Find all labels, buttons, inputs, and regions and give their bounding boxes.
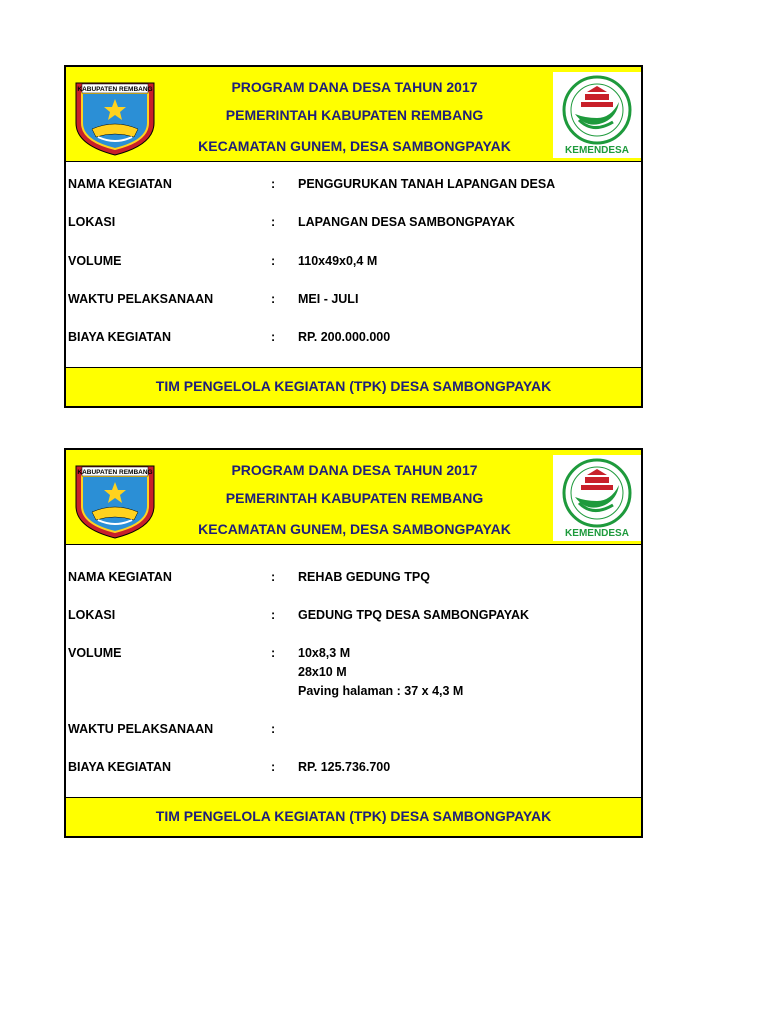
header-titles xyxy=(162,450,547,544)
board-body xyxy=(66,545,641,801)
svg-text:KABUPATEN REMBANG: KABUPATEN REMBANG xyxy=(77,86,153,93)
row-colon: : xyxy=(271,177,276,191)
row-label: NAMA KEGIATAN xyxy=(68,570,172,584)
district-village-title: KECAMATAN GUNEM, DESA SAMBONGPAYAK xyxy=(198,521,511,537)
row-colon: : xyxy=(271,760,276,774)
board-header xyxy=(66,67,641,162)
row-value: 28x10 M xyxy=(298,665,347,679)
row-value: PENGGURUKAN TANAH LAPANGAN DESA xyxy=(298,177,556,191)
row-label: WAKTU PELAKSANAAN xyxy=(68,722,214,736)
row-label: BIAYA KEGIATAN xyxy=(68,760,172,774)
row-colon: : xyxy=(271,570,276,584)
board-footer: TIM PENGELOLA KEGIATAN (TPK) DESA SAMBONGPAYAK xyxy=(66,797,641,836)
row-value: REHAB GEDUNG TPQ xyxy=(298,570,430,584)
row-colon: : xyxy=(271,292,276,306)
row-colon: : xyxy=(271,254,276,268)
svg-text:KABUPATEN REMBANG: KABUPATEN REMBANG xyxy=(77,469,153,476)
program-title: PROGRAM DANA DESA TAHUN 2017 xyxy=(231,79,478,95)
svg-text:KEMENDESA: KEMENDESA xyxy=(565,145,629,156)
board-body xyxy=(66,162,641,371)
row-colon: : xyxy=(271,215,276,229)
row-value: LAPANGAN DESA SAMBONGPAYAK xyxy=(298,215,515,229)
kabupaten-rembang-emblem xyxy=(72,462,158,540)
row-value: RP. 125.736.700 xyxy=(298,760,391,774)
row-colon: : xyxy=(271,646,276,660)
row-value: GEDUNG TPQ DESA SAMBONGPAYAK xyxy=(298,608,530,622)
row-value: 110x49x0,4 M xyxy=(298,254,378,268)
row-label: VOLUME xyxy=(68,254,122,268)
kabupaten-rembang-emblem xyxy=(72,79,158,157)
header-titles xyxy=(162,67,547,161)
row-value: Paving halaman : 37 x 4,3 M xyxy=(298,684,464,698)
row-label: LOKASI xyxy=(68,608,116,622)
kemendesa-logo xyxy=(553,72,641,158)
row-colon: : xyxy=(271,608,276,622)
info-board-1 xyxy=(64,65,643,408)
svg-text:KEMENDESA: KEMENDESA xyxy=(565,528,629,539)
board-footer: TIM PENGELOLA KEGIATAN (TPK) DESA SAMBONGPAYAK xyxy=(66,367,641,406)
row-label: NAMA KEGIATAN xyxy=(68,177,172,191)
row-value: 10x8,3 M xyxy=(298,646,351,660)
district-village-title: KECAMATAN GUNEM, DESA SAMBONGPAYAK xyxy=(198,138,511,154)
government-title: PEMERINTAH KABUPATEN REMBANG xyxy=(225,490,484,506)
row-value: MEI - JULI xyxy=(298,292,359,306)
board-header xyxy=(66,450,641,545)
government-title: PEMERINTAH KABUPATEN REMBANG xyxy=(225,107,484,123)
row-label: BIAYA KEGIATAN xyxy=(68,330,172,344)
row-label: VOLUME xyxy=(68,646,122,660)
row-value: RP. 200.000.000 xyxy=(298,330,391,344)
row-label: WAKTU PELAKSANAAN xyxy=(68,292,214,306)
kemendesa-logo xyxy=(553,455,641,541)
program-title: PROGRAM DANA DESA TAHUN 2017 xyxy=(231,462,478,478)
row-colon: : xyxy=(271,330,276,344)
row-label: LOKASI xyxy=(68,215,116,229)
row-colon: : xyxy=(271,722,276,736)
info-board-2 xyxy=(64,448,643,838)
